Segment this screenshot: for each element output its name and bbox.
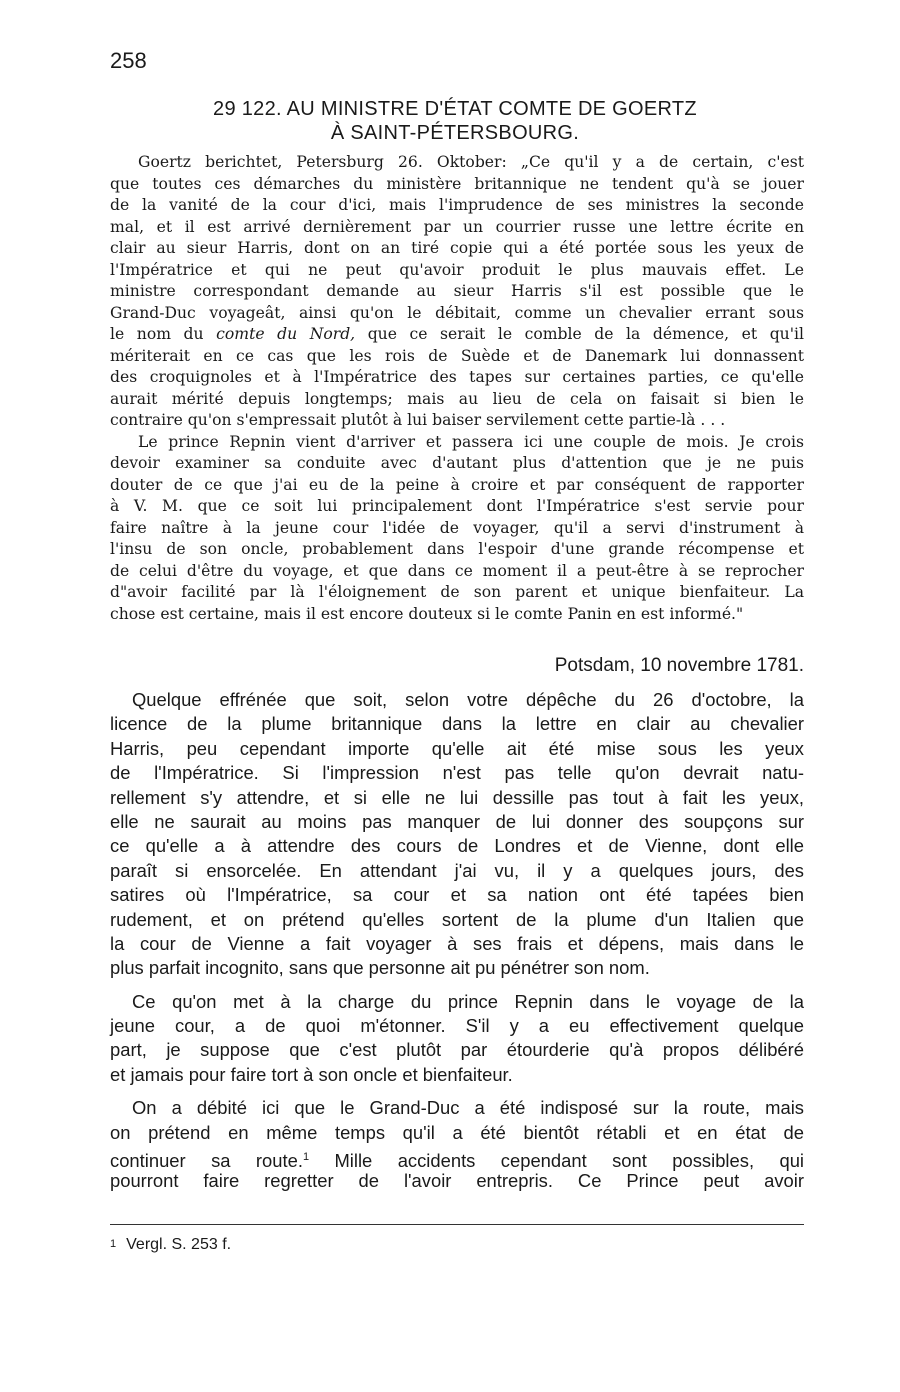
letter-heading-line-2: À SAINT-PÉTERSBOURG. xyxy=(330,122,580,144)
body-line-with-note xyxy=(110,1145,805,1172)
footnote-rule xyxy=(110,1224,804,1225)
footnote-mark: 1 xyxy=(110,1238,117,1250)
summary-line: mériterait en ce cas que les rois de Suède et de Danemark lui donnassent xyxy=(110,346,804,365)
body-line: on prétend en même temps qu'il a été bientôt rétabli et en état de xyxy=(110,1121,804,1143)
body-line: pourront faire regretter de l'avoir entrepris. Ce Prince peut avoir xyxy=(110,1170,804,1192)
body-line: rudement, et on prétend qu'elles sortent de la plume d'un Italien que xyxy=(110,908,804,930)
summary-line: de la vanité de la cour d'ici, mais l'imprudence de ses ministres la seconde xyxy=(110,196,804,214)
summary-paragraph xyxy=(110,152,804,625)
body-line: Ce qu'on met à la charge du prince Repnin dans le voyage de la xyxy=(132,990,804,1012)
summary-line-with-italic xyxy=(110,324,804,346)
summary-line: Le prince Repnin vient d'arriver et passera ici une couple de mois. Je crois xyxy=(138,432,804,451)
body-line: On a débité ici que le Grand-Duc a été indisposé sur la route, mais xyxy=(132,1097,804,1119)
summary-line: à V. M. que ce soit lui principalement dont l'Impératrice s'est servie pour xyxy=(110,497,804,515)
summary-line: de celui d'être du voyage, et que dans ce moment il a peut-être à se reprocher xyxy=(110,561,804,580)
body-line: et jamais pour faire tort à son oncle et bienfaiteur. xyxy=(110,1063,513,1085)
footnote xyxy=(110,1236,231,1254)
body-line-start: continuer sa route. xyxy=(110,1150,303,1172)
letter-heading-line-1: 29 122. AU MINISTRE D'ÉTAT COMTE DE GOERTZ xyxy=(213,98,697,120)
summary-line: douter de ce que j'ai eu de la peine à croire et par conséquent de rapporter xyxy=(110,475,804,494)
body-line: satires où l'Impératrice, sa cour et sa nation ont été tapées bien xyxy=(110,884,804,906)
body-line-end: Mille accidents cependant sont possibles, qui xyxy=(309,1150,805,1172)
summary-line: contraire qu'on s'empressait plutôt à lui baiser servilement cette partie-là . . . xyxy=(110,411,726,429)
body-line: Quelque effrénée que soit, selon votre dépêche du 26 d'octobre, la xyxy=(132,689,804,710)
summary-line: aurait mérité depuis longtemps; mais au lieu de cela on faisait si bien le xyxy=(110,389,804,408)
body-line: ce qu'elle a à attendre des cours de Londres et de Vienne, dont elle xyxy=(110,835,804,857)
paragraph-gap xyxy=(110,1087,804,1096)
footnote-text: Vergl. S. 253 f. xyxy=(126,1236,232,1253)
summary-line: Goertz berichtet, Petersburg 26. Oktober: „Ce qu'il y a de certain, c'est xyxy=(138,153,804,171)
page-number: 258 xyxy=(110,48,147,73)
summary-line: que toutes ces démarches du ministère britannique ne tendent qu'à se jouer xyxy=(110,174,804,193)
body-line: elle ne saurait au moins pas manquer de lui donner des soupçons sur xyxy=(110,810,804,832)
italic-title: comte du Nord, xyxy=(216,325,356,343)
body-line: la cour de Vienne a fait voyager à ses frais et dépens, mais dans le xyxy=(110,932,804,954)
summary-line: l'insu de son oncle, probablement dans l'espoir d'une grande récompense et xyxy=(110,540,804,558)
dateline xyxy=(110,655,804,677)
summary-line-end: que ce serait le comble de la démence, et qu'il xyxy=(355,325,804,343)
body-line: part, je suppose que c'est plutôt par étourderie qu'à propos délibéré xyxy=(110,1039,804,1061)
summary-line: des croquignoles et à l'Impératrice des tapes sur certaines parties, ce qu'elle xyxy=(110,368,804,386)
body-line: jeune cour, a de quoi m'étonner. S'il y a eu effectivement quelque xyxy=(110,1015,804,1037)
body-line: licence de la plume britannique dans la lettre en clair au chevalier xyxy=(110,713,804,735)
dateline-text: Potsdam, 10 novembre 1781. xyxy=(554,655,804,676)
body-line: rellement s'y attendre, et si elle ne lui dessille pas tout à fait les yeux, xyxy=(110,786,804,808)
summary-line: ministre correspondant demande au sieur Harris s'il est possible que le xyxy=(110,282,804,300)
summary-line: mal, et il est arrivé dernièrement par un courrier russe une lettre écrite en xyxy=(110,217,804,236)
letter-body xyxy=(110,688,804,1194)
summary-line: Grand-Duc voyageât, ainsi qu'on le débitait, comme un chevalier errant sous xyxy=(110,303,804,322)
footnote-reference: 1 xyxy=(302,1151,310,1164)
summary-line: devoir examiner sa conduite avec d'autant plus d'attention que je ne puis xyxy=(110,454,804,472)
body-line: plus parfait incognito, sans que personne ait pu pénétrer son nom. xyxy=(110,957,650,979)
summary-line: clair au sieur Harris, dont on an tiré copie qui a été portée sous les yeux de xyxy=(110,239,804,257)
summary-line: faire naître à la jeune cour l'idée de voyager, qu'il a servi d'instrument à xyxy=(110,518,804,537)
summary-line-start: le nom du xyxy=(110,325,217,343)
body-line: paraît si ensorcelée. En attendant j'ai vu, il y a quelques jours, des xyxy=(110,859,804,881)
paragraph-gap xyxy=(110,981,804,990)
summary-line: d"avoir facilité par là l'éloignement de son parent et unique bienfaiteur. La xyxy=(110,583,804,601)
body-line: de l'Impératrice. Si l'impression n'est pas telle qu'on devrait natu- xyxy=(110,762,804,784)
summary-line: chose est certaine, mais il est encore douteux si le comte Panin en est informé." xyxy=(110,604,744,623)
body-line: Harris, peu cependant importe qu'elle ait été mise sous les yeux xyxy=(110,737,804,759)
summary-line: l'Impératrice et qui ne peut qu'avoir produit le plus mauvais effet. Le xyxy=(110,260,804,279)
